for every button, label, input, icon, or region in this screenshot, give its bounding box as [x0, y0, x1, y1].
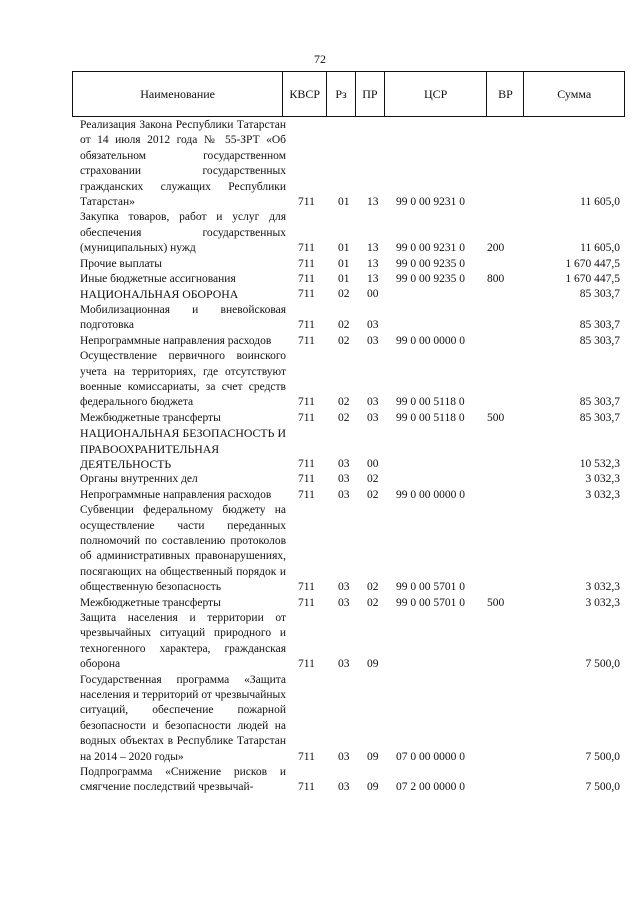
- row-csr: 99 0 00 5118 0: [396, 396, 465, 409]
- row-kvsr: 711: [298, 288, 315, 301]
- row-csr: 07 0 00 0000 0: [396, 750, 465, 763]
- row-sum: 3 032,3: [585, 596, 620, 609]
- table-row: [80, 303, 620, 334]
- row-sum: 85 303,7: [579, 396, 620, 409]
- row-csr: 99 0 00 9235 0: [396, 273, 465, 286]
- table-row: [80, 596, 620, 611]
- row-sum: 3 032,3: [585, 473, 620, 486]
- row-name: Подпрограмма «Снижение рисков и смягчение последствий чрезвычай-: [80, 766, 286, 794]
- row-sum: 3 032,3: [585, 488, 620, 501]
- row-kvsr: 711: [298, 750, 315, 763]
- page-number: 72: [314, 52, 326, 66]
- row-sum: 1 670 447,5: [565, 273, 620, 286]
- header-sum: Сумма: [557, 86, 592, 101]
- row-sum: 7 500,0: [585, 781, 620, 794]
- row-sum: 85 303,7: [579, 334, 620, 347]
- row-pr: 09: [367, 781, 379, 794]
- row-kvsr: 711: [298, 781, 315, 794]
- row-name: Межбюджетные трансферты: [80, 411, 221, 424]
- row-pr: 00: [367, 457, 379, 470]
- row-name: Защита населения и территории от чрезвычайных ситуаций природного и техногенного характера, гражданская оборона: [80, 612, 286, 671]
- row-vr: 800: [487, 273, 505, 286]
- row-sum: 11 605,0: [580, 242, 620, 255]
- row-kvsr: 711: [298, 581, 315, 594]
- row-pr: 03: [367, 319, 379, 332]
- row-pr: 09: [367, 658, 379, 671]
- table-row: [80, 118, 620, 210]
- table-row: [80, 287, 620, 302]
- row-csr: 99 0 00 5118 0: [396, 411, 465, 424]
- row-csr: 99 0 00 0000 0: [396, 334, 465, 347]
- table-row: [80, 472, 620, 487]
- row-rz: 03: [338, 781, 350, 794]
- row-sum: 7 500,0: [585, 750, 620, 763]
- table-row: [80, 765, 620, 796]
- row-pr: 03: [367, 334, 379, 347]
- row-name: Непрограммные направления расходов: [80, 488, 272, 501]
- row-pr: 09: [367, 750, 379, 763]
- row-rz: 01: [338, 196, 350, 209]
- row-sum: 85 303,7: [579, 288, 620, 301]
- table-body: [80, 118, 620, 796]
- row-name: Осуществление первичного воинского учета на территориях, где отсутствуют военные комиссариаты, за счет средств федерального бюджета: [80, 350, 286, 409]
- row-rz: 03: [338, 488, 350, 501]
- table-row: [80, 272, 620, 287]
- row-kvsr: 711: [298, 473, 315, 486]
- row-pr: 03: [367, 411, 379, 424]
- header-name: Наименование: [73, 72, 283, 116]
- table-row: [80, 334, 620, 349]
- row-rz: 03: [338, 658, 350, 671]
- row-kvsr: 711: [298, 257, 315, 270]
- row-csr: 99 0 00 5701 0: [396, 596, 465, 609]
- row-pr: 02: [367, 473, 379, 486]
- row-name: Иные бюджетные ассигнования: [80, 273, 236, 286]
- row-kvsr: 711: [298, 334, 315, 347]
- table-row: [80, 210, 620, 256]
- row-csr: 99 0 00 9235 0: [396, 257, 465, 270]
- row-kvsr: 711: [298, 319, 315, 332]
- row-kvsr: 711: [298, 411, 315, 424]
- table-row: [80, 503, 620, 595]
- row-name: Субвенции федеральному бюджету на осуществление части переданных полномочий по составлению протоколов об административных правонарушениях, посягающих на общественный порядок и общественную безопасность: [80, 504, 286, 594]
- row-rz: 01: [338, 242, 350, 255]
- row-kvsr: 711: [298, 596, 315, 609]
- row-csr: 99 0 00 9231 0: [396, 242, 465, 255]
- row-kvsr: 711: [298, 457, 315, 470]
- row-pr: 00: [367, 288, 379, 301]
- table-row: [80, 488, 620, 503]
- row-pr: 13: [367, 257, 379, 270]
- row-csr: 99 0 00 9231 0: [396, 196, 465, 209]
- row-rz: 02: [338, 396, 350, 409]
- row-sum: 85 303,7: [579, 319, 620, 332]
- row-sum: 10 532,3: [579, 457, 620, 470]
- row-csr: 99 0 00 5701 0: [396, 581, 465, 594]
- row-kvsr: 711: [298, 242, 315, 255]
- row-rz: 02: [338, 319, 350, 332]
- row-pr: 13: [367, 196, 379, 209]
- row-name: НАЦИОНАЛЬНАЯ БЕЗОПАСНОСТЬ И ПРАВООХРАНИТЕЛЬНАЯ ДЕЯТЕЛЬНОСТЬ: [80, 426, 286, 471]
- row-rz: 02: [338, 334, 350, 347]
- header-rz: Рз: [327, 72, 356, 116]
- row-name: НАЦИОНАЛЬНАЯ ОБОРОНА: [80, 287, 239, 302]
- row-rz: 01: [338, 257, 350, 270]
- table-row: [80, 349, 620, 411]
- row-rz: 03: [338, 473, 350, 486]
- row-kvsr: 711: [298, 488, 315, 501]
- row-name: Органы внутренних дел: [80, 473, 198, 486]
- row-name: Закупка товаров, работ и услуг для обеспечения государственных (муниципальных) нужд: [80, 211, 286, 255]
- row-pr: 02: [367, 596, 379, 609]
- row-name: Реализация Закона Республики Татарстан от 14 июля 2012 года № 55-ЗРТ «Об обязательном государственном страховании государственных гражданских служащих Республики Татарстан»: [80, 119, 286, 209]
- row-kvsr: 711: [298, 658, 315, 671]
- row-name: Межбюджетные трансферты: [80, 596, 221, 609]
- row-name: Государственная программа «Защита населения и территорий от чрезвычайных ситуаций, обеспечение пожарной безопасности и безопасности людей на водных объектах в Республике Татарстан на 2014 – 2020 годы»: [80, 673, 286, 763]
- header-vr: ВР: [487, 72, 524, 116]
- row-sum: 3 032,3: [585, 581, 620, 594]
- header-kvsr: КВСР: [283, 72, 327, 116]
- header-pr: ПР: [356, 72, 385, 116]
- row-vr: 200: [487, 242, 505, 255]
- row-name: Непрограммные направления расходов: [80, 334, 272, 347]
- row-vr: 500: [487, 411, 505, 424]
- row-csr: 99 0 00 0000 0: [396, 488, 465, 501]
- row-pr: 13: [367, 242, 379, 255]
- row-rz: 02: [338, 288, 350, 301]
- header-csr: ЦСР: [385, 72, 488, 116]
- row-pr: 13: [367, 273, 379, 286]
- row-kvsr: 711: [298, 273, 315, 286]
- row-sum: 1 670 447,5: [565, 257, 620, 270]
- row-name: Мобилизационная и вневойсковая подготовка: [80, 303, 286, 332]
- row-sum: 85 303,7: [579, 411, 620, 424]
- row-rz: 03: [338, 457, 350, 470]
- table-header: [72, 71, 625, 117]
- row-sum: 7 500,0: [585, 658, 620, 671]
- table-row: [80, 426, 620, 472]
- row-name: Прочие выплаты: [80, 257, 163, 270]
- row-pr: 02: [367, 581, 379, 594]
- row-pr: 02: [367, 488, 379, 501]
- row-rz: 01: [338, 273, 350, 286]
- row-rz: 03: [338, 596, 350, 609]
- row-rz: 03: [338, 581, 350, 594]
- row-pr: 03: [367, 396, 379, 409]
- row-kvsr: 711: [298, 396, 315, 409]
- table-row: [80, 257, 620, 272]
- row-rz: 03: [338, 750, 350, 763]
- row-kvsr: 711: [298, 196, 315, 209]
- row-csr: 07 2 00 0000 0: [396, 781, 465, 794]
- table-row: [80, 411, 620, 426]
- table-row: [80, 611, 620, 673]
- row-rz: 02: [338, 411, 350, 424]
- row-vr: 500: [487, 596, 505, 609]
- table-row: [80, 673, 620, 765]
- row-sum: 11 605,0: [580, 196, 620, 209]
